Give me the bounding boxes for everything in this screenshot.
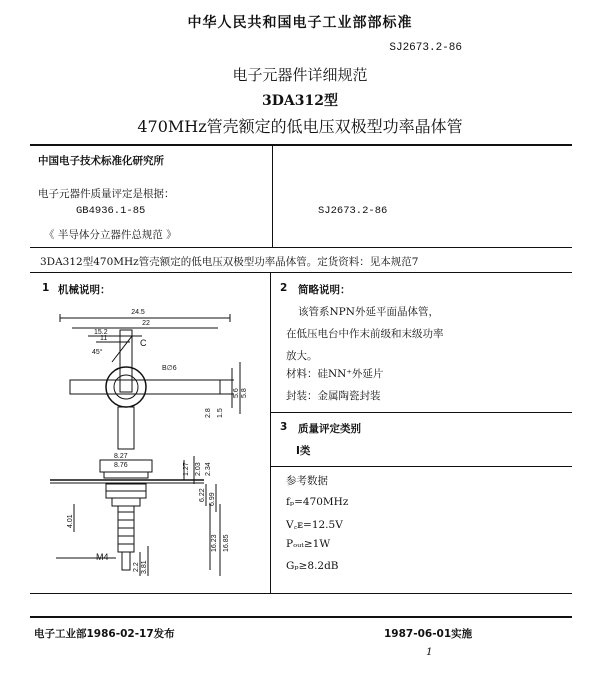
issue-date: 电子工业部1986-02-17发布: [34, 628, 175, 640]
effective-date: 1987-06-01实施: [384, 628, 473, 640]
section1-number: 1: [42, 282, 50, 294]
section2-number: 2: [280, 282, 288, 294]
info-bottom-rule: [30, 247, 572, 248]
dim-2-34: 2.34: [205, 462, 212, 476]
dim-1-27: 1.27: [183, 462, 190, 476]
basis-spec: 《 半导体分立器件总规范 》: [44, 229, 177, 241]
table-bottom-rule: [30, 593, 572, 594]
dim-8-27: 8.27: [114, 453, 128, 460]
basis-label: 电子元器件质量评定是根据：: [38, 188, 175, 200]
dim-15-2: 15.2: [94, 329, 108, 336]
section2-title: 简略说明：: [298, 284, 351, 296]
sec2-bottom-rule: [270, 412, 572, 413]
institute-name: 中国电子技术标准化研究所: [38, 155, 164, 167]
reference-title: 参考数据: [286, 475, 328, 487]
package-text: 封装：金属陶瓷封装: [286, 390, 381, 402]
dim-8-76: 8.76: [114, 462, 128, 469]
dim-6-99: 6.99: [209, 492, 216, 506]
page-number: 1: [426, 646, 433, 658]
section2-line-2: 在低压电台中作末前级和末级功率: [286, 328, 444, 340]
main-divider: [270, 273, 271, 593]
dim-angle: 45°: [92, 349, 103, 356]
spec-title: 电子元器件详细规范: [232, 66, 368, 84]
description-line: 3DA312型470MHz管壳额定的低电压双极型功率晶体管。定货资料：见本规范7: [40, 256, 419, 268]
reference-gain: Gₚ≥8.2dB: [286, 560, 339, 572]
reference-freq: fₚ=470MHz: [286, 496, 349, 508]
device-description-title: 470MHz管壳额定的低电压双极型功率晶体管: [137, 117, 463, 136]
section3-title: 质量评定类别: [298, 423, 361, 435]
label-collector: C: [140, 338, 147, 348]
dim-1-5: 1.5: [217, 408, 224, 418]
right-standard-number: SJ2673.2-86: [318, 205, 388, 217]
table-top-rule: [30, 144, 572, 146]
dim-2-8: 2.8: [205, 408, 212, 418]
dim-5-8: 5.8: [241, 388, 248, 398]
dim-5-6: 5.6: [233, 388, 240, 398]
section2-line-1: 该管系NPN外延平面晶体管，: [298, 306, 439, 318]
thread-label: M4: [96, 552, 109, 562]
standard-number: SJ2673.2-86: [389, 42, 462, 54]
sec3-bottom-rule: [270, 466, 572, 467]
section1-title: 机械说明：: [58, 284, 111, 296]
dim-16-23: 16.23: [211, 534, 218, 552]
mechanical-drawing: [34, 300, 268, 590]
footer-rule: [30, 616, 572, 618]
reference-vce: V꜀ᴇ=12.5V: [286, 519, 343, 531]
dim-width: 24.5: [131, 309, 145, 316]
dim-bolt: B∅6: [162, 365, 177, 372]
org-title: 中华人民共和国电子工业部部标准: [187, 15, 413, 31]
dim-4-01: 4.01: [67, 514, 74, 528]
basis-standard: GB4936.1-85: [76, 205, 146, 217]
dim-2-2: 2.2: [133, 562, 140, 572]
desc-bottom-rule: [30, 272, 572, 273]
info-divider: [272, 145, 273, 247]
dim-2-03: 2.03: [195, 462, 202, 476]
dim-16-85: 16.85: [223, 534, 230, 552]
section2-line-3: 放大。: [286, 350, 318, 362]
dim-3-81: 3.81: [141, 560, 148, 574]
reference-pout: Pₒᵤₜ≥1W: [286, 538, 331, 550]
dim-span: 22: [142, 320, 150, 327]
section3-number: 3: [280, 421, 288, 433]
dim-11: 11: [100, 335, 108, 342]
quality-category: Ⅰ类: [296, 445, 311, 457]
material-text: 材料：硅NN⁺外延片: [286, 368, 384, 380]
dim-6-22: 6.22: [199, 488, 206, 502]
device-type: 3DA312型: [262, 93, 338, 109]
